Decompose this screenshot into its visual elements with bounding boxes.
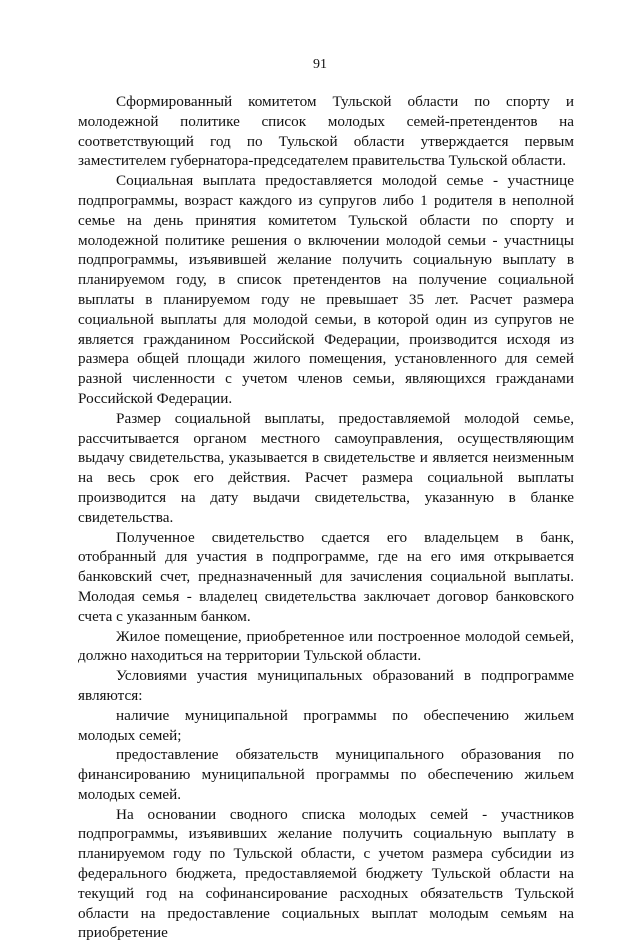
paragraph-list-approval: Сформированный комитетом Тульской области по спорту и молодежной политике список молодых семей-претендентов на соответствующий год по Тульской области утверждается первым заместителем губернатора-председателем правительства Тульской области. — [78, 93, 574, 170]
paragraph-payment-size: Размер социальной выплаты, предоставляемой молодой семье, рассчитывается органом местного самоуправления, осуществляющим выдачу свидетельства, указывается в свидетельстве и является неизменным на весь срок его действия. Расчет размера социальной выплаты производится на дату выдачи свидетельства, указанную в бланке свидетельства. — [78, 409, 574, 526]
paragraph-summary-list: На основании сводного списка молодых семей - участников подпрограммы, изъявивших желание получить социальную выплату в планируемом году по Тульской области, с учетом размера субсидии из федерального бюджета, предоставляемой бюджету Тульской области на текущий год на софинансирование расходных обязательств Тульской области на предоставление социальных выплат молодым семьям на приобретение — [78, 805, 574, 942]
body-text — [78, 92, 574, 943]
paragraph-condition-obligations: предоставление обязательств муниципального образования по финансированию муниципальной программы по обеспечению жильем молодых семей. — [78, 746, 574, 803]
page-number: 91 — [313, 57, 327, 72]
paragraph-condition-program: наличие муниципальной программы по обеспечению жильем молодых семей; — [78, 706, 574, 744]
paragraph-bank-account: Полученное свидетельство сдается его владельцем в банк, отобранный для участия в подпрограмме, где на его имя открывается банковский счет, предназначенный для зачисления социальной выплаты. Молодая семья - владелец свидетельства заключает договор банковского счета с указанным банком. — [78, 528, 574, 625]
paragraph-conditions-intro: Условиями участия муниципальных образований в подпрограмме являются: — [78, 667, 574, 704]
paragraph-age-limit: Социальная выплата предоставляется молодой семье - участнице подпрограммы, возраст каждого из супругов либо 1 родителя в неполной семье на день принятия комитетом Тульской области по спорту и молодежной политике решения о включении молодой семьи - участницы подпрограммы, изъявившей желание получить социальную выплату в планируемом году, в список претендентов на получение социальной выплаты в планируемом году не превышает 35 лет. Расчет размера социальной выплаты для молодой семьи, в которой один из супругов не является гражданином Российской Федерации, производится исходя из размера общей площади жилого помещения, установленного для семей разной численности с учетом членов семьи, являющихся гражданами Российской Федерации. — [78, 172, 574, 407]
paragraph-housing-location: Жилое помещение, приобретенное или построенное молодой семьей, должно находиться на территории Тульской области. — [78, 627, 574, 665]
